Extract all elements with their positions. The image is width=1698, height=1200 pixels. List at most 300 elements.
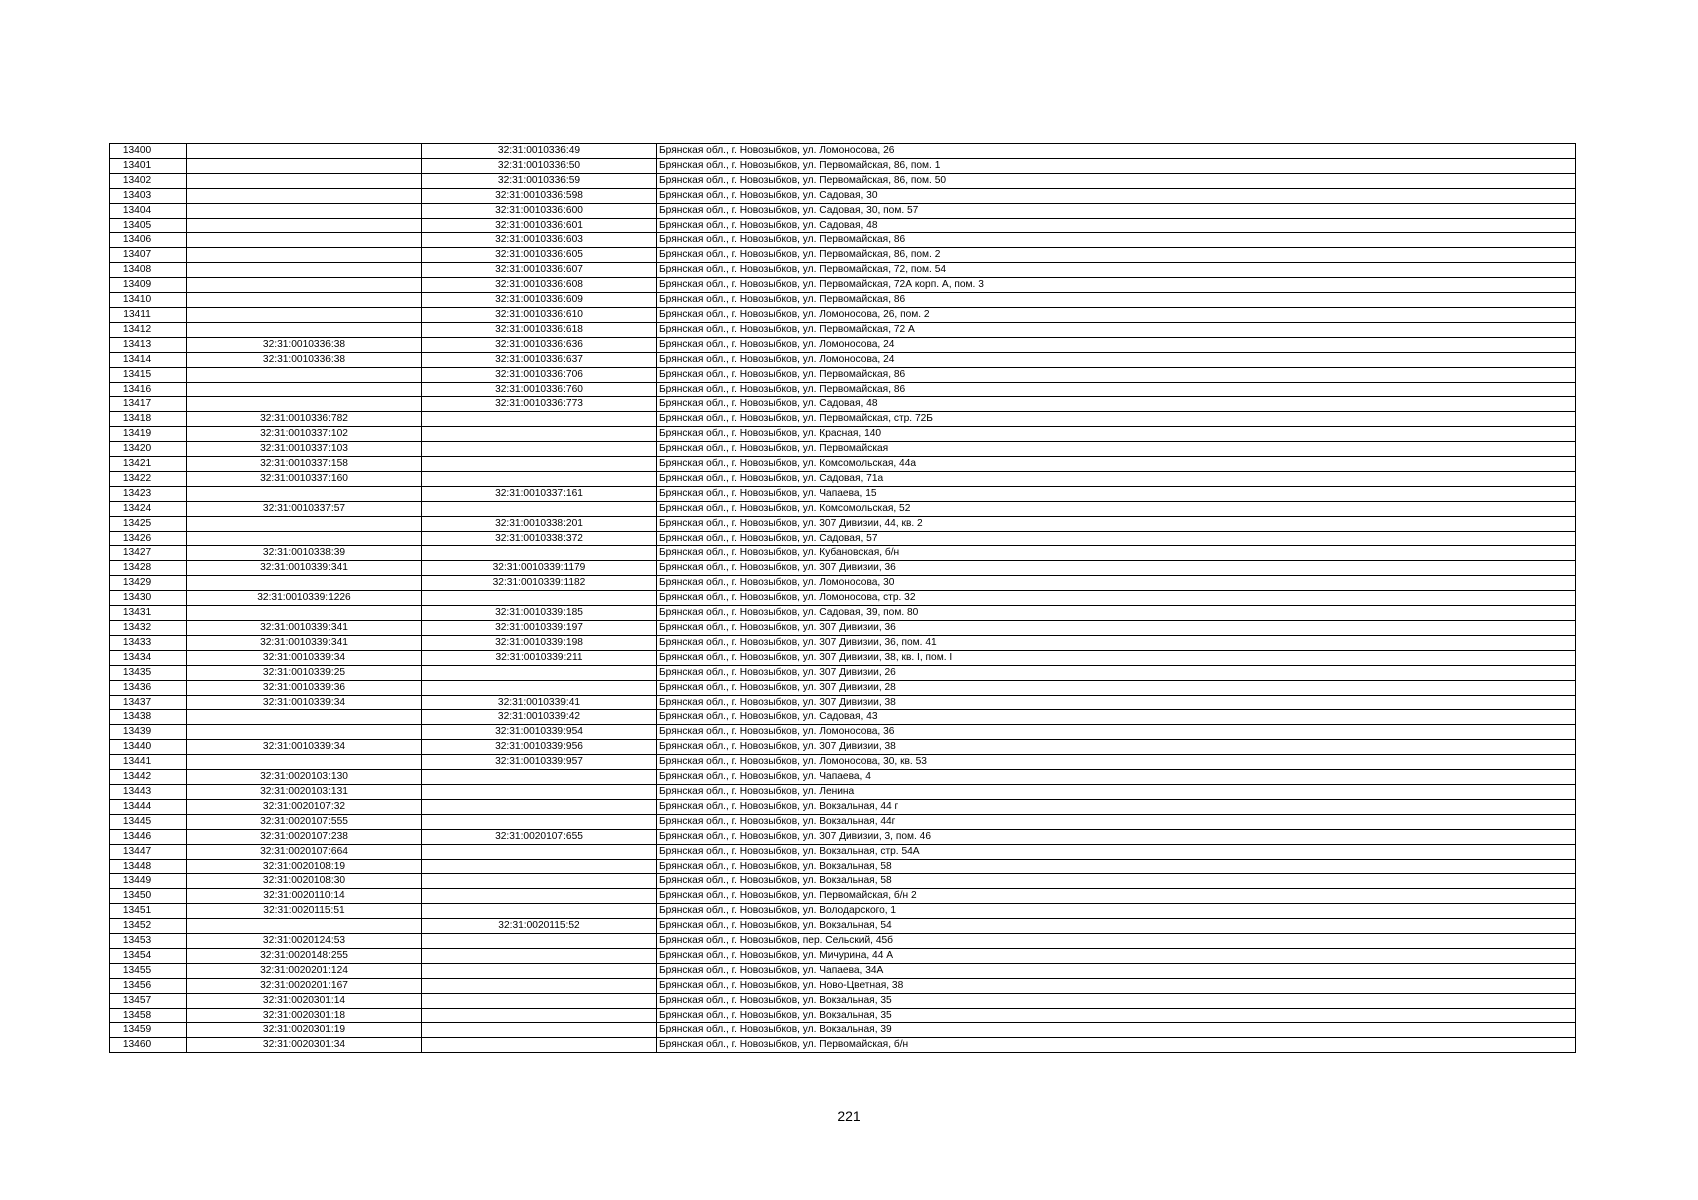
row-number-cell: 13406 (110, 233, 187, 248)
address-cell: Брянская обл., г. Новозыбков, ул. 307 Дивизии, 26 (657, 665, 1576, 680)
address-cell: Брянская обл., г. Новозыбков, ул. Первомайская, 86 (657, 293, 1576, 308)
parent-cadastral-number-cell (187, 367, 422, 382)
table-row (110, 591, 1576, 606)
row-number-cell: 13408 (110, 263, 187, 278)
parent-cadastral-number-cell: 32:31:0010336:782 (187, 412, 422, 427)
address-cell: Брянская обл., г. Новозыбков, ул. Первомайская, 86 (657, 367, 1576, 382)
cadastral-number-cell: 32:31:0010336:603 (422, 233, 657, 248)
parent-cadastral-number-cell (187, 307, 422, 322)
address-cell: Брянская обл., г. Новозыбков, ул. Первомайская, 86, пом. 50 (657, 173, 1576, 188)
row-number-cell: 13403 (110, 188, 187, 203)
row-number-cell: 13446 (110, 829, 187, 844)
address-cell: Брянская обл., г. Новозыбков, ул. Ломоносова, 24 (657, 337, 1576, 352)
cadastral-number-cell: 32:31:0010336:609 (422, 293, 657, 308)
parent-cadastral-number-cell: 32:31:0010337:158 (187, 457, 422, 472)
table-row (110, 293, 1576, 308)
row-number-cell: 13414 (110, 352, 187, 367)
parent-cadastral-number-cell (187, 486, 422, 501)
table-row (110, 516, 1576, 531)
address-cell: Брянская обл., г. Новозыбков, ул. Вокзальная, 54 (657, 919, 1576, 934)
address-cell: Брянская обл., г. Новозыбков, ул. Садовая, 43 (657, 710, 1576, 725)
table-row (110, 203, 1576, 218)
row-number-cell: 13416 (110, 382, 187, 397)
cadastral-number-cell (422, 665, 657, 680)
table-row (110, 919, 1576, 934)
table-row (110, 188, 1576, 203)
address-cell: Брянская обл., г. Новозыбков, ул. Володарского, 1 (657, 904, 1576, 919)
cadastral-number-cell (422, 874, 657, 889)
cadastral-number-cell (422, 889, 657, 904)
table-row (110, 158, 1576, 173)
parent-cadastral-number-cell (187, 173, 422, 188)
cadastral-number-cell (422, 680, 657, 695)
address-cell: Брянская обл., г. Новозыбков, ул. Первомайская, 86 (657, 382, 1576, 397)
row-number-cell: 13457 (110, 993, 187, 1008)
table-row (110, 934, 1576, 949)
row-number-cell: 13460 (110, 1038, 187, 1053)
address-cell: Брянская обл., г. Новозыбков, ул. 307 Дивизии, 36, пом. 41 (657, 635, 1576, 650)
cadastral-number-cell: 32:31:0010336:618 (422, 322, 657, 337)
parent-cadastral-number-cell (187, 188, 422, 203)
table-row (110, 322, 1576, 337)
address-cell: Брянская обл., г. Новозыбков, ул. Вокзальная, 44 г (657, 799, 1576, 814)
table-row (110, 1008, 1576, 1023)
parent-cadastral-number-cell (187, 218, 422, 233)
table-row (110, 978, 1576, 993)
table-row (110, 695, 1576, 710)
cadastral-number-cell (422, 934, 657, 949)
address-cell: Брянская обл., г. Новозыбков, ул. Красная, 140 (657, 427, 1576, 442)
cadastral-number-cell: 32:31:0010336:598 (422, 188, 657, 203)
cadastral-number-cell (422, 978, 657, 993)
row-number-cell: 13436 (110, 680, 187, 695)
table-row (110, 1038, 1576, 1053)
cadastral-number-cell (422, 1038, 657, 1053)
cadastral-number-cell: 32:31:0010336:605 (422, 248, 657, 263)
row-number-cell: 13424 (110, 501, 187, 516)
address-cell: Брянская обл., г. Новозыбков, ул. Ломоносова, 30 (657, 576, 1576, 591)
row-number-cell: 13441 (110, 755, 187, 770)
address-cell: Брянская обл., г. Новозыбков, ул. Ленина (657, 784, 1576, 799)
parent-cadastral-number-cell: 32:31:0010339:34 (187, 740, 422, 755)
cadastral-number-cell (422, 948, 657, 963)
cadastral-number-cell (422, 1023, 657, 1038)
row-number-cell: 13419 (110, 427, 187, 442)
table-row (110, 799, 1576, 814)
address-cell: Брянская обл., г. Новозыбков, ул. Чапаева, 34А (657, 963, 1576, 978)
table-row (110, 859, 1576, 874)
table-row (110, 963, 1576, 978)
address-cell: Брянская обл., г. Новозыбков, ул. Вокзальная, 35 (657, 993, 1576, 1008)
row-number-cell: 13426 (110, 531, 187, 546)
address-cell: Брянская обл., г. Новозыбков, ул. Чапаева, 15 (657, 486, 1576, 501)
address-cell: Брянская обл., г. Новозыбков, ул. Вокзальная, 35 (657, 1008, 1576, 1023)
parent-cadastral-number-cell (187, 203, 422, 218)
row-number-cell: 13455 (110, 963, 187, 978)
table-row (110, 725, 1576, 740)
parent-cadastral-number-cell: 32:31:0020107:555 (187, 814, 422, 829)
row-number-cell: 13429 (110, 576, 187, 591)
parent-cadastral-number-cell: 32:31:0020107:32 (187, 799, 422, 814)
parent-cadastral-number-cell (187, 158, 422, 173)
parent-cadastral-number-cell: 32:31:0010338:39 (187, 546, 422, 561)
parent-cadastral-number-cell (187, 293, 422, 308)
parent-cadastral-number-cell: 32:31:0020103:131 (187, 784, 422, 799)
parent-cadastral-number-cell (187, 278, 422, 293)
table-row (110, 173, 1576, 188)
address-cell: Брянская обл., г. Новозыбков, ул. Вокзальная, 39 (657, 1023, 1576, 1038)
parent-cadastral-number-cell (187, 397, 422, 412)
cadastral-number-cell (422, 427, 657, 442)
table-row (110, 263, 1576, 278)
table-row (110, 993, 1576, 1008)
address-cell: Брянская обл., г. Новозыбков, пер. Сельский, 45б (657, 934, 1576, 949)
table-row (110, 427, 1576, 442)
table-row (110, 278, 1576, 293)
parent-cadastral-number-cell: 32:31:0020107:664 (187, 844, 422, 859)
parent-cadastral-number-cell (187, 919, 422, 934)
row-number-cell: 13442 (110, 770, 187, 785)
address-cell: Брянская обл., г. Новозыбков, ул. 307 Дивизии, 44, кв. 2 (657, 516, 1576, 531)
parent-cadastral-number-cell: 32:31:0020107:238 (187, 829, 422, 844)
parent-cadastral-number-cell (187, 710, 422, 725)
table-row (110, 546, 1576, 561)
table-row (110, 218, 1576, 233)
cadastral-number-cell: 32:31:0010336:600 (422, 203, 657, 218)
table-row (110, 382, 1576, 397)
cadastral-number-cell (422, 859, 657, 874)
table-row (110, 367, 1576, 382)
row-number-cell: 13428 (110, 561, 187, 576)
address-cell: Брянская обл., г. Новозыбков, ул. 307 Дивизии, 36 (657, 561, 1576, 576)
row-number-cell: 13458 (110, 1008, 187, 1023)
parent-cadastral-number-cell: 32:31:0010337:57 (187, 501, 422, 516)
table-row (110, 606, 1576, 621)
address-cell: Брянская обл., г. Новозыбков, ул. Ломоносова, 36 (657, 725, 1576, 740)
parent-cadastral-number-cell: 32:31:0010339:341 (187, 561, 422, 576)
row-number-cell: 13448 (110, 859, 187, 874)
cadastral-number-cell: 32:31:0010339:954 (422, 725, 657, 740)
address-cell: Брянская обл., г. Новозыбков, ул. Первомайская, б/н 2 (657, 889, 1576, 904)
address-cell: Брянская обл., г. Новозыбков, ул. Садовая, 57 (657, 531, 1576, 546)
cadastral-number-cell (422, 501, 657, 516)
cadastral-number-cell (422, 457, 657, 472)
row-number-cell: 13449 (110, 874, 187, 889)
row-number-cell: 13447 (110, 844, 187, 859)
parent-cadastral-number-cell (187, 382, 422, 397)
address-cell: Брянская обл., г. Новозыбков, ул. Садовая, 30 (657, 188, 1576, 203)
address-cell: Брянская обл., г. Новозыбков, ул. Первомайская, 72А корп. А, пом. 3 (657, 278, 1576, 293)
parent-cadastral-number-cell (187, 606, 422, 621)
row-number-cell: 13433 (110, 635, 187, 650)
cadastral-number-cell: 32:31:0010336:610 (422, 307, 657, 322)
parent-cadastral-number-cell: 32:31:0010337:102 (187, 427, 422, 442)
cadastral-number-cell: 32:31:0010336:636 (422, 337, 657, 352)
row-number-cell: 13407 (110, 248, 187, 263)
table-row (110, 844, 1576, 859)
table-row (110, 874, 1576, 889)
table-row (110, 397, 1576, 412)
address-cell: Брянская обл., г. Новозыбков, ул. 307 Дивизии, 36 (657, 621, 1576, 636)
row-number-cell: 13413 (110, 337, 187, 352)
table-row (110, 576, 1576, 591)
cadastral-number-cell (422, 471, 657, 486)
parent-cadastral-number-cell: 32:31:0010339:341 (187, 621, 422, 636)
cadastral-number-cell (422, 770, 657, 785)
parent-cadastral-number-cell (187, 755, 422, 770)
parent-cadastral-number-cell: 32:31:0020148:255 (187, 948, 422, 963)
address-cell: Брянская обл., г. Новозыбков, ул. Первомайская, 72, пом. 54 (657, 263, 1576, 278)
table-row (110, 770, 1576, 785)
row-number-cell: 13453 (110, 934, 187, 949)
table-row (110, 307, 1576, 322)
table-row (110, 710, 1576, 725)
parent-cadastral-number-cell: 32:31:0020110:14 (187, 889, 422, 904)
cadastral-number-cell: 32:31:0010336:50 (422, 158, 657, 173)
parent-cadastral-number-cell (187, 531, 422, 546)
cadastral-number-cell: 32:31:0020107:655 (422, 829, 657, 844)
row-number-cell: 13410 (110, 293, 187, 308)
parent-cadastral-number-cell: 32:31:0010336:38 (187, 352, 422, 367)
cadastral-number-cell (422, 904, 657, 919)
table-row (110, 501, 1576, 516)
row-number-cell: 13411 (110, 307, 187, 322)
page-number: 221 (837, 1108, 861, 1124)
row-number-cell: 13415 (110, 367, 187, 382)
address-cell: Брянская обл., г. Новозыбков, ул. Первомайская (657, 442, 1576, 457)
cadastral-number-cell (422, 799, 657, 814)
address-cell: Брянская обл., г. Новозыбков, ул. Первомайская, 86, пом. 1 (657, 158, 1576, 173)
parent-cadastral-number-cell (187, 233, 422, 248)
cadastral-number-cell: 32:31:0010338:201 (422, 516, 657, 531)
table-row (110, 471, 1576, 486)
cadastral-number-cell: 32:31:0010336:760 (422, 382, 657, 397)
address-cell: Брянская обл., г. Новозыбков, ул. Первомайская, стр. 72Б (657, 412, 1576, 427)
row-number-cell: 13421 (110, 457, 187, 472)
table-row (110, 233, 1576, 248)
parent-cadastral-number-cell (187, 576, 422, 591)
parent-cadastral-number-cell: 32:31:0020301:18 (187, 1008, 422, 1023)
address-cell: Брянская обл., г. Новозыбков, ул. Садовая, 39, пом. 80 (657, 606, 1576, 621)
row-number-cell: 13420 (110, 442, 187, 457)
row-number-cell: 13423 (110, 486, 187, 501)
address-cell: Брянская обл., г. Новозыбков, ул. Вокзальная, стр. 54А (657, 844, 1576, 859)
table-row (110, 144, 1576, 159)
table-row (110, 457, 1576, 472)
row-number-cell: 13451 (110, 904, 187, 919)
table-row (110, 561, 1576, 576)
parent-cadastral-number-cell: 32:31:0010339:1226 (187, 591, 422, 606)
cadastral-number-cell (422, 993, 657, 1008)
row-number-cell: 13427 (110, 546, 187, 561)
address-cell: Брянская обл., г. Новозыбков, ул. 307 Дивизии, 38, кв. I, пом. I (657, 650, 1576, 665)
address-cell: Брянская обл., г. Новозыбков, ул. 307 Дивизии, 3, пом. 46 (657, 829, 1576, 844)
table-row (110, 1023, 1576, 1038)
row-number-cell: 13452 (110, 919, 187, 934)
parent-cadastral-number-cell (187, 516, 422, 531)
address-cell: Брянская обл., г. Новозыбков, ул. Вокзальная, 58 (657, 874, 1576, 889)
cadastral-number-cell (422, 442, 657, 457)
cadastral-number-cell: 32:31:0010336:608 (422, 278, 657, 293)
address-cell: Брянская обл., г. Новозыбков, ул. 307 Дивизии, 38 (657, 695, 1576, 710)
address-cell: Брянская обл., г. Новозыбков, ул. Первомайская, б/н (657, 1038, 1576, 1053)
table-row (110, 635, 1576, 650)
parent-cadastral-number-cell: 32:31:0010337:160 (187, 471, 422, 486)
table-row (110, 621, 1576, 636)
table-row (110, 248, 1576, 263)
parent-cadastral-number-cell: 32:31:0020301:34 (187, 1038, 422, 1053)
address-cell: Брянская обл., г. Новозыбков, ул. Садовая, 48 (657, 218, 1576, 233)
row-number-cell: 13456 (110, 978, 187, 993)
cadastral-number-cell: 32:31:0010336:637 (422, 352, 657, 367)
cadastral-number-cell: 32:31:0010339:41 (422, 695, 657, 710)
cadastral-number-cell: 32:31:0010339:185 (422, 606, 657, 621)
address-cell: Брянская обл., г. Новозыбков, ул. Ломоносова, 26, пом. 2 (657, 307, 1576, 322)
row-number-cell: 13422 (110, 471, 187, 486)
table-row (110, 680, 1576, 695)
row-number-cell: 13454 (110, 948, 187, 963)
parent-cadastral-number-cell (187, 263, 422, 278)
parent-cadastral-number-cell: 32:31:0010339:34 (187, 695, 422, 710)
row-number-cell: 13412 (110, 322, 187, 337)
parent-cadastral-number-cell: 32:31:0010339:341 (187, 635, 422, 650)
address-cell: Брянская обл., г. Новозыбков, ул. Вокзальная, 44г (657, 814, 1576, 829)
cadastral-number-cell: 32:31:0010336:607 (422, 263, 657, 278)
row-number-cell: 13409 (110, 278, 187, 293)
table-row (110, 337, 1576, 352)
address-cell: Брянская обл., г. Новозыбков, ул. Ломоносова, 30, кв. 53 (657, 755, 1576, 770)
cadastral-number-cell: 32:31:0010338:372 (422, 531, 657, 546)
cadastral-number-cell: 32:31:0010336:773 (422, 397, 657, 412)
row-number-cell: 13405 (110, 218, 187, 233)
parent-cadastral-number-cell: 32:31:0020201:167 (187, 978, 422, 993)
cadastral-number-cell: 32:31:0010337:161 (422, 486, 657, 501)
table-row (110, 755, 1576, 770)
row-number-cell: 13450 (110, 889, 187, 904)
address-cell: Брянская обл., г. Новозыбков, ул. Первомайская, 86, пом. 2 (657, 248, 1576, 263)
registry-table-body (110, 144, 1576, 1053)
parent-cadastral-number-cell: 32:31:0020124:53 (187, 934, 422, 949)
table-row (110, 740, 1576, 755)
address-cell: Брянская обл., г. Новозыбков, ул. Ломоносова, 26 (657, 144, 1576, 159)
cadastral-number-cell: 32:31:0010339:956 (422, 740, 657, 755)
cadastral-number-cell: 32:31:0010339:1182 (422, 576, 657, 591)
row-number-cell: 13435 (110, 665, 187, 680)
address-cell: Брянская обл., г. Новозыбков, ул. Ломоносова, стр. 32 (657, 591, 1576, 606)
table-row (110, 948, 1576, 963)
address-cell: Брянская обл., г. Новозыбков, ул. Комсомольская, 44а (657, 457, 1576, 472)
cadastral-number-cell (422, 784, 657, 799)
cadastral-number-cell: 32:31:0010336:59 (422, 173, 657, 188)
cadastral-number-cell (422, 546, 657, 561)
parent-cadastral-number-cell: 32:31:0010337:103 (187, 442, 422, 457)
parent-cadastral-number-cell: 32:31:0010339:25 (187, 665, 422, 680)
table-row (110, 904, 1576, 919)
cadastral-number-cell (422, 844, 657, 859)
cadastral-number-cell: 32:31:0010339:211 (422, 650, 657, 665)
address-cell: Брянская обл., г. Новозыбков, ул. Садовая, 48 (657, 397, 1576, 412)
registry-table (109, 143, 1576, 1053)
address-cell: Брянская обл., г. Новозыбков, ул. 307 Дивизии, 28 (657, 680, 1576, 695)
address-cell: Брянская обл., г. Новозыбков, ул. Мичурина, 44 А (657, 948, 1576, 963)
table-row (110, 814, 1576, 829)
row-number-cell: 13445 (110, 814, 187, 829)
row-number-cell: 13444 (110, 799, 187, 814)
parent-cadastral-number-cell: 32:31:0020108:19 (187, 859, 422, 874)
parent-cadastral-number-cell: 32:31:0020108:30 (187, 874, 422, 889)
address-cell: Брянская обл., г. Новозыбков, ул. Первомайская, 72 А (657, 322, 1576, 337)
parent-cadastral-number-cell: 32:31:0020301:14 (187, 993, 422, 1008)
row-number-cell: 13437 (110, 695, 187, 710)
table-row (110, 665, 1576, 680)
cadastral-number-cell: 32:31:0010336:601 (422, 218, 657, 233)
row-number-cell: 13434 (110, 650, 187, 665)
row-number-cell: 13400 (110, 144, 187, 159)
parent-cadastral-number-cell: 32:31:0020103:130 (187, 770, 422, 785)
cadastral-number-cell: 32:31:0010336:49 (422, 144, 657, 159)
table-row (110, 486, 1576, 501)
row-number-cell: 13431 (110, 606, 187, 621)
row-number-cell: 13459 (110, 1023, 187, 1038)
cadastral-number-cell (422, 963, 657, 978)
address-cell: Брянская обл., г. Новозыбков, ул. Вокзальная, 58 (657, 859, 1576, 874)
parent-cadastral-number-cell: 32:31:0020201:124 (187, 963, 422, 978)
table-row (110, 650, 1576, 665)
cadastral-number-cell: 32:31:0020115:52 (422, 919, 657, 934)
parent-cadastral-number-cell (187, 725, 422, 740)
table-row (110, 889, 1576, 904)
cadastral-number-cell: 32:31:0010339:42 (422, 710, 657, 725)
address-cell: Брянская обл., г. Новозыбков, ул. Комсомольская, 52 (657, 501, 1576, 516)
address-cell: Брянская обл., г. Новозыбков, ул. Садовая, 71а (657, 471, 1576, 486)
row-number-cell: 13417 (110, 397, 187, 412)
address-cell: Брянская обл., г. Новозыбков, ул. Ново-Цветная, 38 (657, 978, 1576, 993)
cadastral-number-cell: 32:31:0010339:197 (422, 621, 657, 636)
row-number-cell: 13443 (110, 784, 187, 799)
table-row (110, 829, 1576, 844)
cadastral-number-cell (422, 1008, 657, 1023)
cadastral-number-cell: 32:31:0010339:198 (422, 635, 657, 650)
table-row (110, 442, 1576, 457)
row-number-cell: 13438 (110, 710, 187, 725)
row-number-cell: 13402 (110, 173, 187, 188)
parent-cadastral-number-cell (187, 248, 422, 263)
parent-cadastral-number-cell: 32:31:0010336:38 (187, 337, 422, 352)
address-cell: Брянская обл., г. Новозыбков, ул. Первомайская, 86 (657, 233, 1576, 248)
parent-cadastral-number-cell: 32:31:0020301:19 (187, 1023, 422, 1038)
cadastral-number-cell: 32:31:0010336:706 (422, 367, 657, 382)
parent-cadastral-number-cell (187, 144, 422, 159)
address-cell: Брянская обл., г. Новозыбков, ул. Ломоносова, 24 (657, 352, 1576, 367)
row-number-cell: 13418 (110, 412, 187, 427)
address-cell: Брянская обл., г. Новозыбков, ул. Кубановская, б/н (657, 546, 1576, 561)
table-row (110, 412, 1576, 427)
cadastral-number-cell (422, 591, 657, 606)
row-number-cell: 13439 (110, 725, 187, 740)
cadastral-number-cell (422, 814, 657, 829)
cadastral-number-cell (422, 412, 657, 427)
address-cell: Брянская обл., г. Новозыбков, ул. 307 Дивизии, 38 (657, 740, 1576, 755)
row-number-cell: 13430 (110, 591, 187, 606)
address-cell: Брянская обл., г. Новозыбков, ул. Чапаева, 4 (657, 770, 1576, 785)
table-row (110, 352, 1576, 367)
parent-cadastral-number-cell: 32:31:0010339:34 (187, 650, 422, 665)
parent-cadastral-number-cell (187, 322, 422, 337)
row-number-cell: 13440 (110, 740, 187, 755)
parent-cadastral-number-cell: 32:31:0020115:51 (187, 904, 422, 919)
row-number-cell: 13425 (110, 516, 187, 531)
address-cell: Брянская обл., г. Новозыбков, ул. Садовая, 30, пом. 57 (657, 203, 1576, 218)
